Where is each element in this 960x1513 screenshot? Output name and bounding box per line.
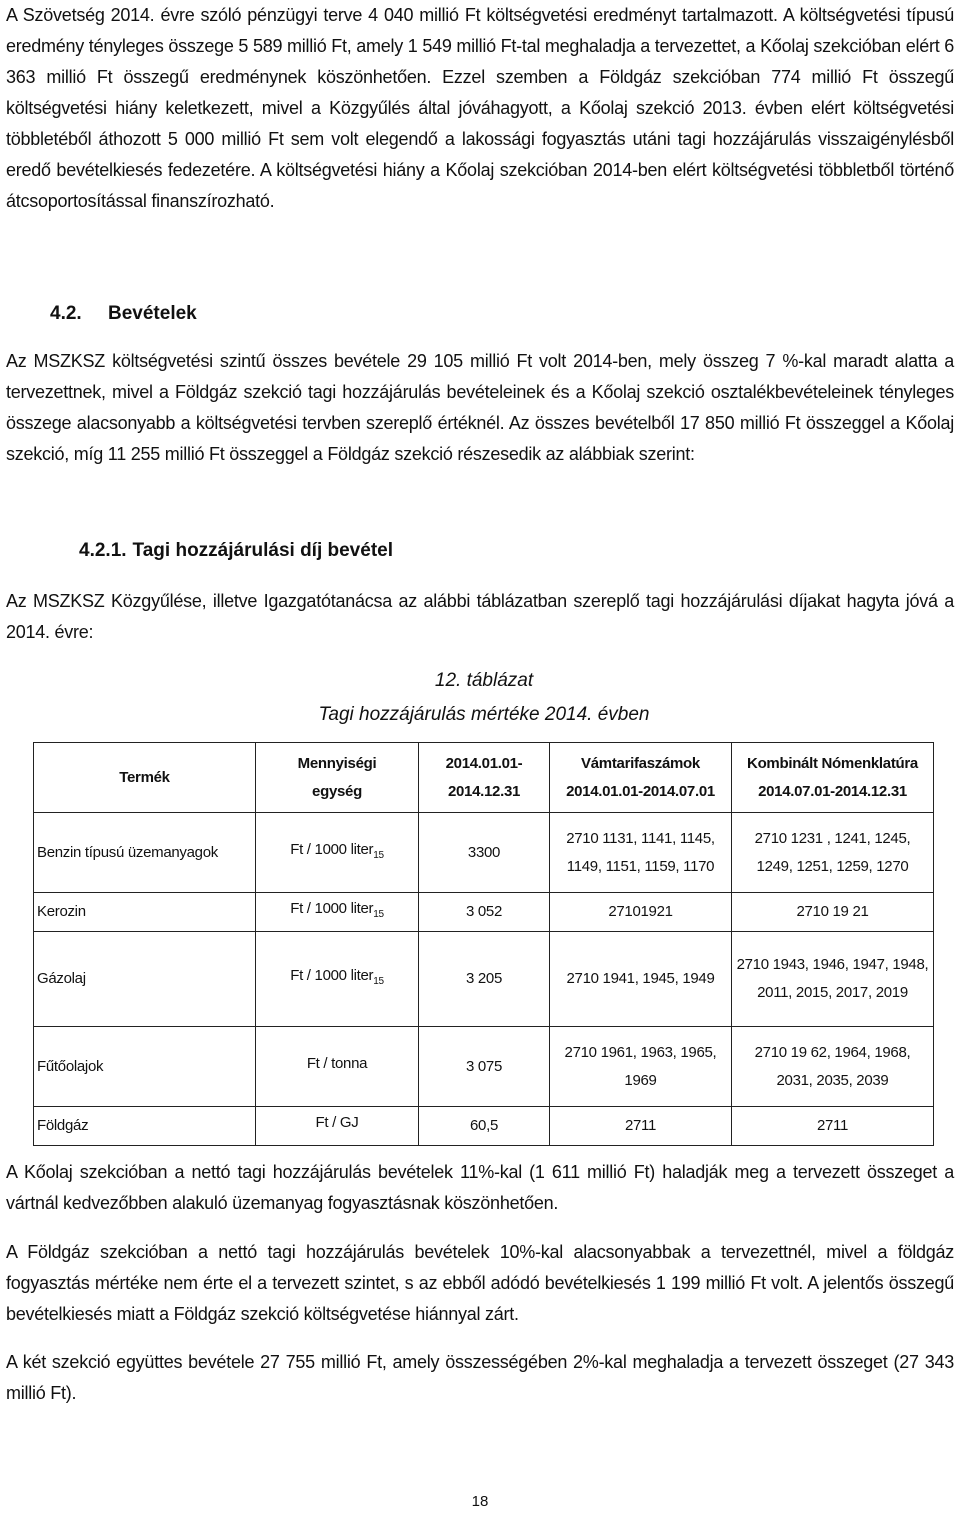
section-title: Bevételek [108, 303, 197, 324]
cell-ertek: 3 052 [419, 893, 550, 932]
header-mennyisegi-egyseg: Mennyiségi egység [256, 743, 419, 813]
table-row [34, 893, 934, 932]
section-number: 4.2. [50, 303, 82, 324]
subsection-number: 4.2.1. [79, 540, 127, 561]
cell-termek: Fűtőolajok [34, 1027, 256, 1107]
cell-kn: 2710 1943, 1946, 1947, 1948, 2011, 2015, 2017, 2019 [732, 932, 934, 1027]
cell-vtsz: 27101921 [550, 893, 732, 932]
table-caption [6, 664, 954, 732]
paragraph-combined-revenue: A két szekció együttes bevétele 27 755 millió Ft, amely összességében 2%-kal meghaladja a tervezett összeget (27 343 millió Ft). [6, 1352, 954, 1403]
cell-termek: Benzin típusú üzemanyagok [34, 813, 256, 893]
cell-kn: 2710 19 62, 1964, 1968, 2031, 2035, 2039 [732, 1027, 934, 1107]
cell-egyseg: Ft / GJ [256, 1107, 419, 1146]
table-row [34, 932, 934, 1027]
cell-egyseg: Ft / tonna [256, 1027, 419, 1107]
subsection-title: Tagi hozzájárulási díj bevétel [132, 540, 393, 561]
cell-egyseg: Ft / 1000 liter$_{15}$ [256, 813, 419, 893]
cell-vtsz: 2710 1961, 1963, 1965, 1969 [550, 1027, 732, 1107]
contribution-rates-table [33, 742, 934, 1146]
cell-termek: Kerozin [34, 893, 256, 932]
cell-egyseg: Ft / 1000 liter$_{15}$ [256, 893, 419, 932]
paragraph-total-revenue: Az MSZKSZ költségvetési szintű összes bevétele 29 105 millió Ft volt 2014-ben, mely összeg 7 %-kal maradt alatta a tervezettnek, mivel a Földgáz szekció tagi hozzájárulás bevételeinek és a Kőolaj szekció osztalékbevételeinek tényleges összege alacsonyabb a költségvetési tervben szereplő értéknél. Az összes bevételből 17 850 millió Ft összeggel a Kőolaj szekció, míg 11 255 millió Ft összeggel a Földgáz szekció részesedik az alábbiak szerint: [6, 351, 954, 464]
paragraph-koolaj-revenue: A Kőolaj szekcióban a nettó tagi hozzájárulás bevételek 11%-kal (1 611 millió Ft) haladják meg a tervezett összeget a vártnál kedvezőbben alakuló üzemanyag fogyasztásnak köszönhetően. [6, 1162, 954, 1213]
paragraph-approved-fees: Az MSZKSZ Közgyűlése, illetve Igazgatótanácsa az alábbi táblázatban szereplő tagi hozzájárulási díjakat hagyta jóvá a 2014. évre: [6, 591, 954, 642]
section-heading-bevetelek [50, 303, 197, 325]
header-vamtarifaszamok: Vámtarifaszámok 2014.01.01-2014.07.01 [550, 743, 732, 813]
table-row [34, 813, 934, 893]
subsection-heading-tagi-hozzajarulas [79, 540, 393, 562]
page-number: 18 [471, 1493, 489, 1510]
cell-kn: 2710 1231 , 1241, 1245, 1249, 1251, 1259, 1270 [732, 813, 934, 893]
header-kombinalt-nomenklatura: Kombinált Nómenklatúra 2014.07.01-2014.12.31 [732, 743, 934, 813]
cell-kn: 2711 [732, 1107, 934, 1146]
cell-egyseg: Ft / 1000 liter$_{15}$ [256, 932, 419, 1027]
table-title: Tagi hozzájárulás mértéke 2014. évben [318, 704, 650, 725]
table-header-row [34, 743, 934, 813]
cell-termek: Gázolaj [34, 932, 256, 1027]
table-number: 12. táblázat [434, 670, 534, 691]
cell-ertek: 60,5 [419, 1107, 550, 1146]
cell-termek: Földgáz [34, 1107, 256, 1146]
table-row [34, 1027, 934, 1107]
cell-ertek: 3300 [419, 813, 550, 893]
cell-kn: 2710 19 21 [732, 893, 934, 932]
cell-vtsz: 2710 1131, 1141, 1145, 1149, 1151, 1159, 1170 [550, 813, 732, 893]
paragraph-foldgaz-revenue: A Földgáz szekcióban a nettó tagi hozzájárulás bevételek 10%-kal alacsonyabbak a tervezettnél, mivel a földgáz fogyasztás mértéke nem érte el a tervezett szintet, s az ebből adódó bevételkiesés 1 199 millió Ft volt. A jelentős összegű bevételkiesés miatt a Földgáz szekció költségvetése hiánnyal zárt. [6, 1242, 954, 1324]
paragraph-budget-result: A Szövetség 2014. évre szóló pénzügyi terve 4 040 millió Ft költségvetési eredményt tartalmazott. A költségvetési típusú eredmény tényleges összege 5 589 millió Ft, amely 1 549 millió Ft-tal meghaladja a tervezettet, a Kőolaj szekcióban elért 6 363 millió Ft összegű eredménynek köszönhetően. Ezzel szemben a Földgáz szekcióban 774 millió Ft összegű költségvetési hiány keletkezett, mivel a Közgyűlés által jóváhagyott, a Kőolaj szekció 2013. évben elért költségvetési többletéből áthozott 5 000 millió Ft sem volt elegendő a lakossági fogyasztás utáni tagi hozzájárulás visszaigénylésből eredő bevételkiesés fedezetére. A költségvetési hiány a Kőolaj szekcióban 2014-ben elért költségvetési többletből történő átcsoportosítással finanszírozható. [6, 5, 954, 211]
header-ertek-idoszak: 2014.01.01- 2014.12.31 [419, 743, 550, 813]
cell-ertek: 3 075 [419, 1027, 550, 1107]
cell-ertek: 3 205 [419, 932, 550, 1027]
cell-vtsz: 2710 1941, 1945, 1949 [550, 932, 732, 1027]
header-termek: Termék [34, 743, 256, 813]
table-row [34, 1107, 934, 1146]
cell-vtsz: 2711 [550, 1107, 732, 1146]
